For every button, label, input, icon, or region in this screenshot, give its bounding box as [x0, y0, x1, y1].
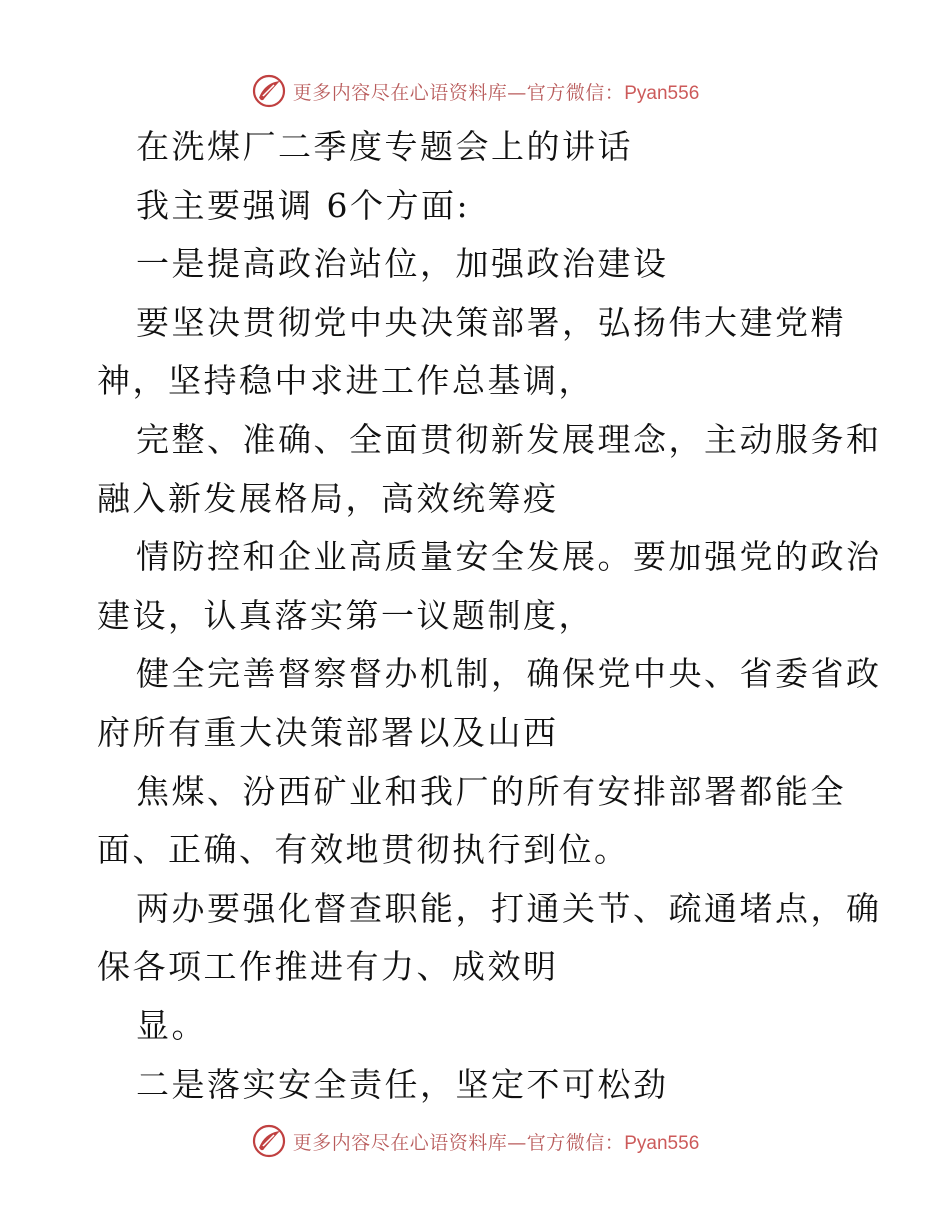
document-title: 在洗煤厂二季度专题会上的讲话 [136, 127, 633, 166]
paragraph-line: 焦煤、汾西矿业和我厂的所有安排部署都能全 [136, 771, 846, 811]
paragraph-line: 建设，认真落实第一议题制度， [97, 595, 594, 635]
paragraph-line: 要坚决贯彻党中央决策部署，弘扬伟大建党精 [136, 302, 846, 342]
pen-logo-icon [251, 1123, 287, 1159]
watermark-text: 更多内容尽在心语资料库—官方微信：Pyan556 [292, 1131, 700, 1154]
paragraph-line: 健全完善督察督办机制，确保党中央、省委省政 [136, 654, 882, 694]
section-heading: 一是提高政治站位，加强政治建设 [136, 244, 669, 284]
paragraph-line: 面、正确、有效地贯彻执行到位。 [97, 830, 630, 870]
paragraph-line: 府所有重大决策部署以及山西 [97, 712, 559, 752]
paragraph-line: 融入新发展格局，高效统筹疫 [97, 478, 559, 518]
section-heading: 二是落实安全责任，坚定不可松劲 [136, 1064, 669, 1104]
pen-logo-icon [251, 73, 287, 109]
paragraph-line: 显。 [136, 1005, 207, 1045]
header-watermark [0, 71, 950, 111]
document-body [97, 118, 882, 1114]
paragraph-line: 情防控和企业高质量安全发展。要加强党的政治 [136, 537, 882, 577]
paragraph-line: 我主要强调 6个方面: [136, 185, 471, 225]
paragraph-line: 神，坚持稳中求进工作总基调， [97, 361, 594, 401]
watermark-text: 更多内容尽在心语资料库—官方微信：Pyan556 [292, 81, 700, 104]
paragraph-line: 两办要强化督查职能，打通关节、疏通堵点，确 [136, 888, 882, 928]
paragraph-line: 保各项工作推进有力、成效明 [97, 947, 559, 987]
footer-watermark [0, 1121, 950, 1161]
paragraph-line: 完整、准确、全面贯彻新发展理念，主动服务和 [136, 419, 882, 459]
